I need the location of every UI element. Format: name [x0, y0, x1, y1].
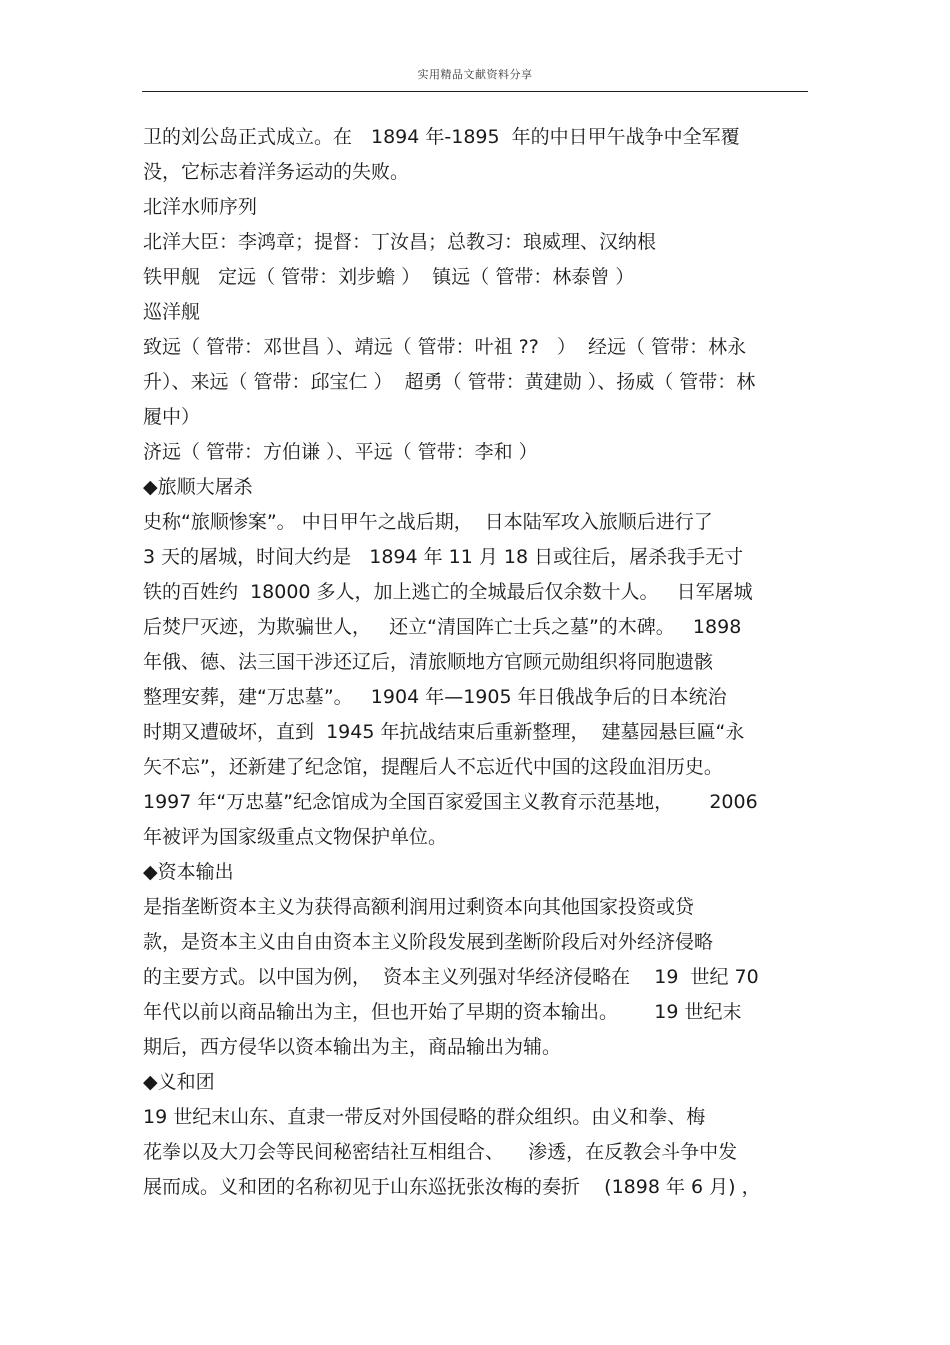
text-line: 铁甲舰 定远（ 管带：刘步蟾 ） 镇远（ 管带：林泰曾 ） [143, 266, 635, 288]
section-heading: ◆旅顺大屠杀 [143, 476, 253, 498]
text-line: 致远（ 管带：邓世昌 ）、靖远（ 管带：叶祖 ?? ） 经远（ 管带：林永 [143, 336, 747, 358]
text-line: 巡洋舰 [143, 301, 201, 323]
text-line: 后焚尸灭迹，为欺骗世人， 还立“清国阵亡士兵之墓”的木碑。 1898 [143, 616, 742, 638]
text-line: 年俄、德、法三国干涉还辽后，清旅顺地方官顾元勋组织将同胞遗骸 [143, 651, 714, 673]
section-heading: ◆义和团 [143, 1071, 215, 1093]
text-line: 卫的刘公岛正式成立。在 1894 年-1895 年的中日甲午战争中全军覆 [143, 126, 740, 148]
text-line: 是指垄断资本主义为获得高额利润用过剩资本向其他国家投资或贷 [143, 896, 695, 918]
text-line: 款，是资本主义由自由资本主义阶段发展到垄断阶段后对外经济侵略 [143, 931, 714, 953]
text-line: 铁的百姓约 18000 多人，加上逃亡的全城最后仅余数十人。 日军屠城 [143, 581, 753, 603]
text-line: 升）、来远（ 管带：邱宝仁 ） 超勇（ 管带：黄建勋 ）、扬威（ 管带：林 [143, 371, 756, 393]
text-line: 履中） [143, 406, 201, 428]
text-line: 的主要方式。以中国为例， 资本主义列强对华经济侵略在 19 世纪 70 [143, 966, 759, 988]
text-line: 矢不忘”，还新建了纪念馆，提醒后人不忘近代中国的这段血泪历史。 [143, 756, 723, 778]
text-line: 1997 年“万忠墓”纪念馆成为全国百家爱国主义教育示范基地， 2006 [143, 791, 758, 813]
text-line: 济远（ 管带：方伯谦 ）、平远（ 管带：李和 ） [143, 441, 538, 463]
text-line: 史称“旅顺惨案”。 中日甲午之战后期， 日本陆军攻入旅顺后进行了 [143, 511, 713, 533]
text-line: 没，它标志着洋务运动的失败。 [143, 161, 410, 183]
section-heading: ◆资本输出 [143, 861, 234, 883]
text-line: 展而成。义和团的名称初见于山东巡抚张汝梅的奏折 (1898 年 6 月) ， [143, 1176, 761, 1198]
document-body [143, 120, 811, 1205]
text-line: 整理安葬，建“万忠墓”。 1904 年—1905 年日俄战争后的日本统治 [143, 686, 727, 708]
text-line: 年被评为国家级重点文物保护单位。 [143, 826, 448, 848]
text-line: 北洋大臣：李鸿章；提督：丁汝昌；总教习：琅威理、汉纳根 [143, 231, 657, 253]
section-heading: 北洋水师序列 [143, 196, 258, 218]
text-line: 花拳以及大刀会等民间秘密结社互相组合、 渗透，在反教会斗争中发 [143, 1141, 738, 1163]
text-line: 年代以前以商品输出为主，但也开始了早期的资本输出。 19 世纪末 [143, 1001, 742, 1023]
text-line: 时期又遭破坏，直到 1945 年抗战结束后重新整理， 建墓园悬巨匾“永 [143, 721, 745, 743]
text-line: 19 世纪末山东、直隶一带反对外国侵略的群众组织。由义和拳、梅 [143, 1106, 706, 1128]
header-rule [142, 91, 808, 92]
text-line: 期后，西方侵华以资本输出为主，商品输出为辅。 [143, 1036, 562, 1058]
page-header: 实用精品文献资料分享 [417, 68, 533, 81]
text-line: 3 天的屠城，时间大约是 1894 年 11 月 18 日或往后，屠杀我手无寸 [143, 546, 744, 568]
